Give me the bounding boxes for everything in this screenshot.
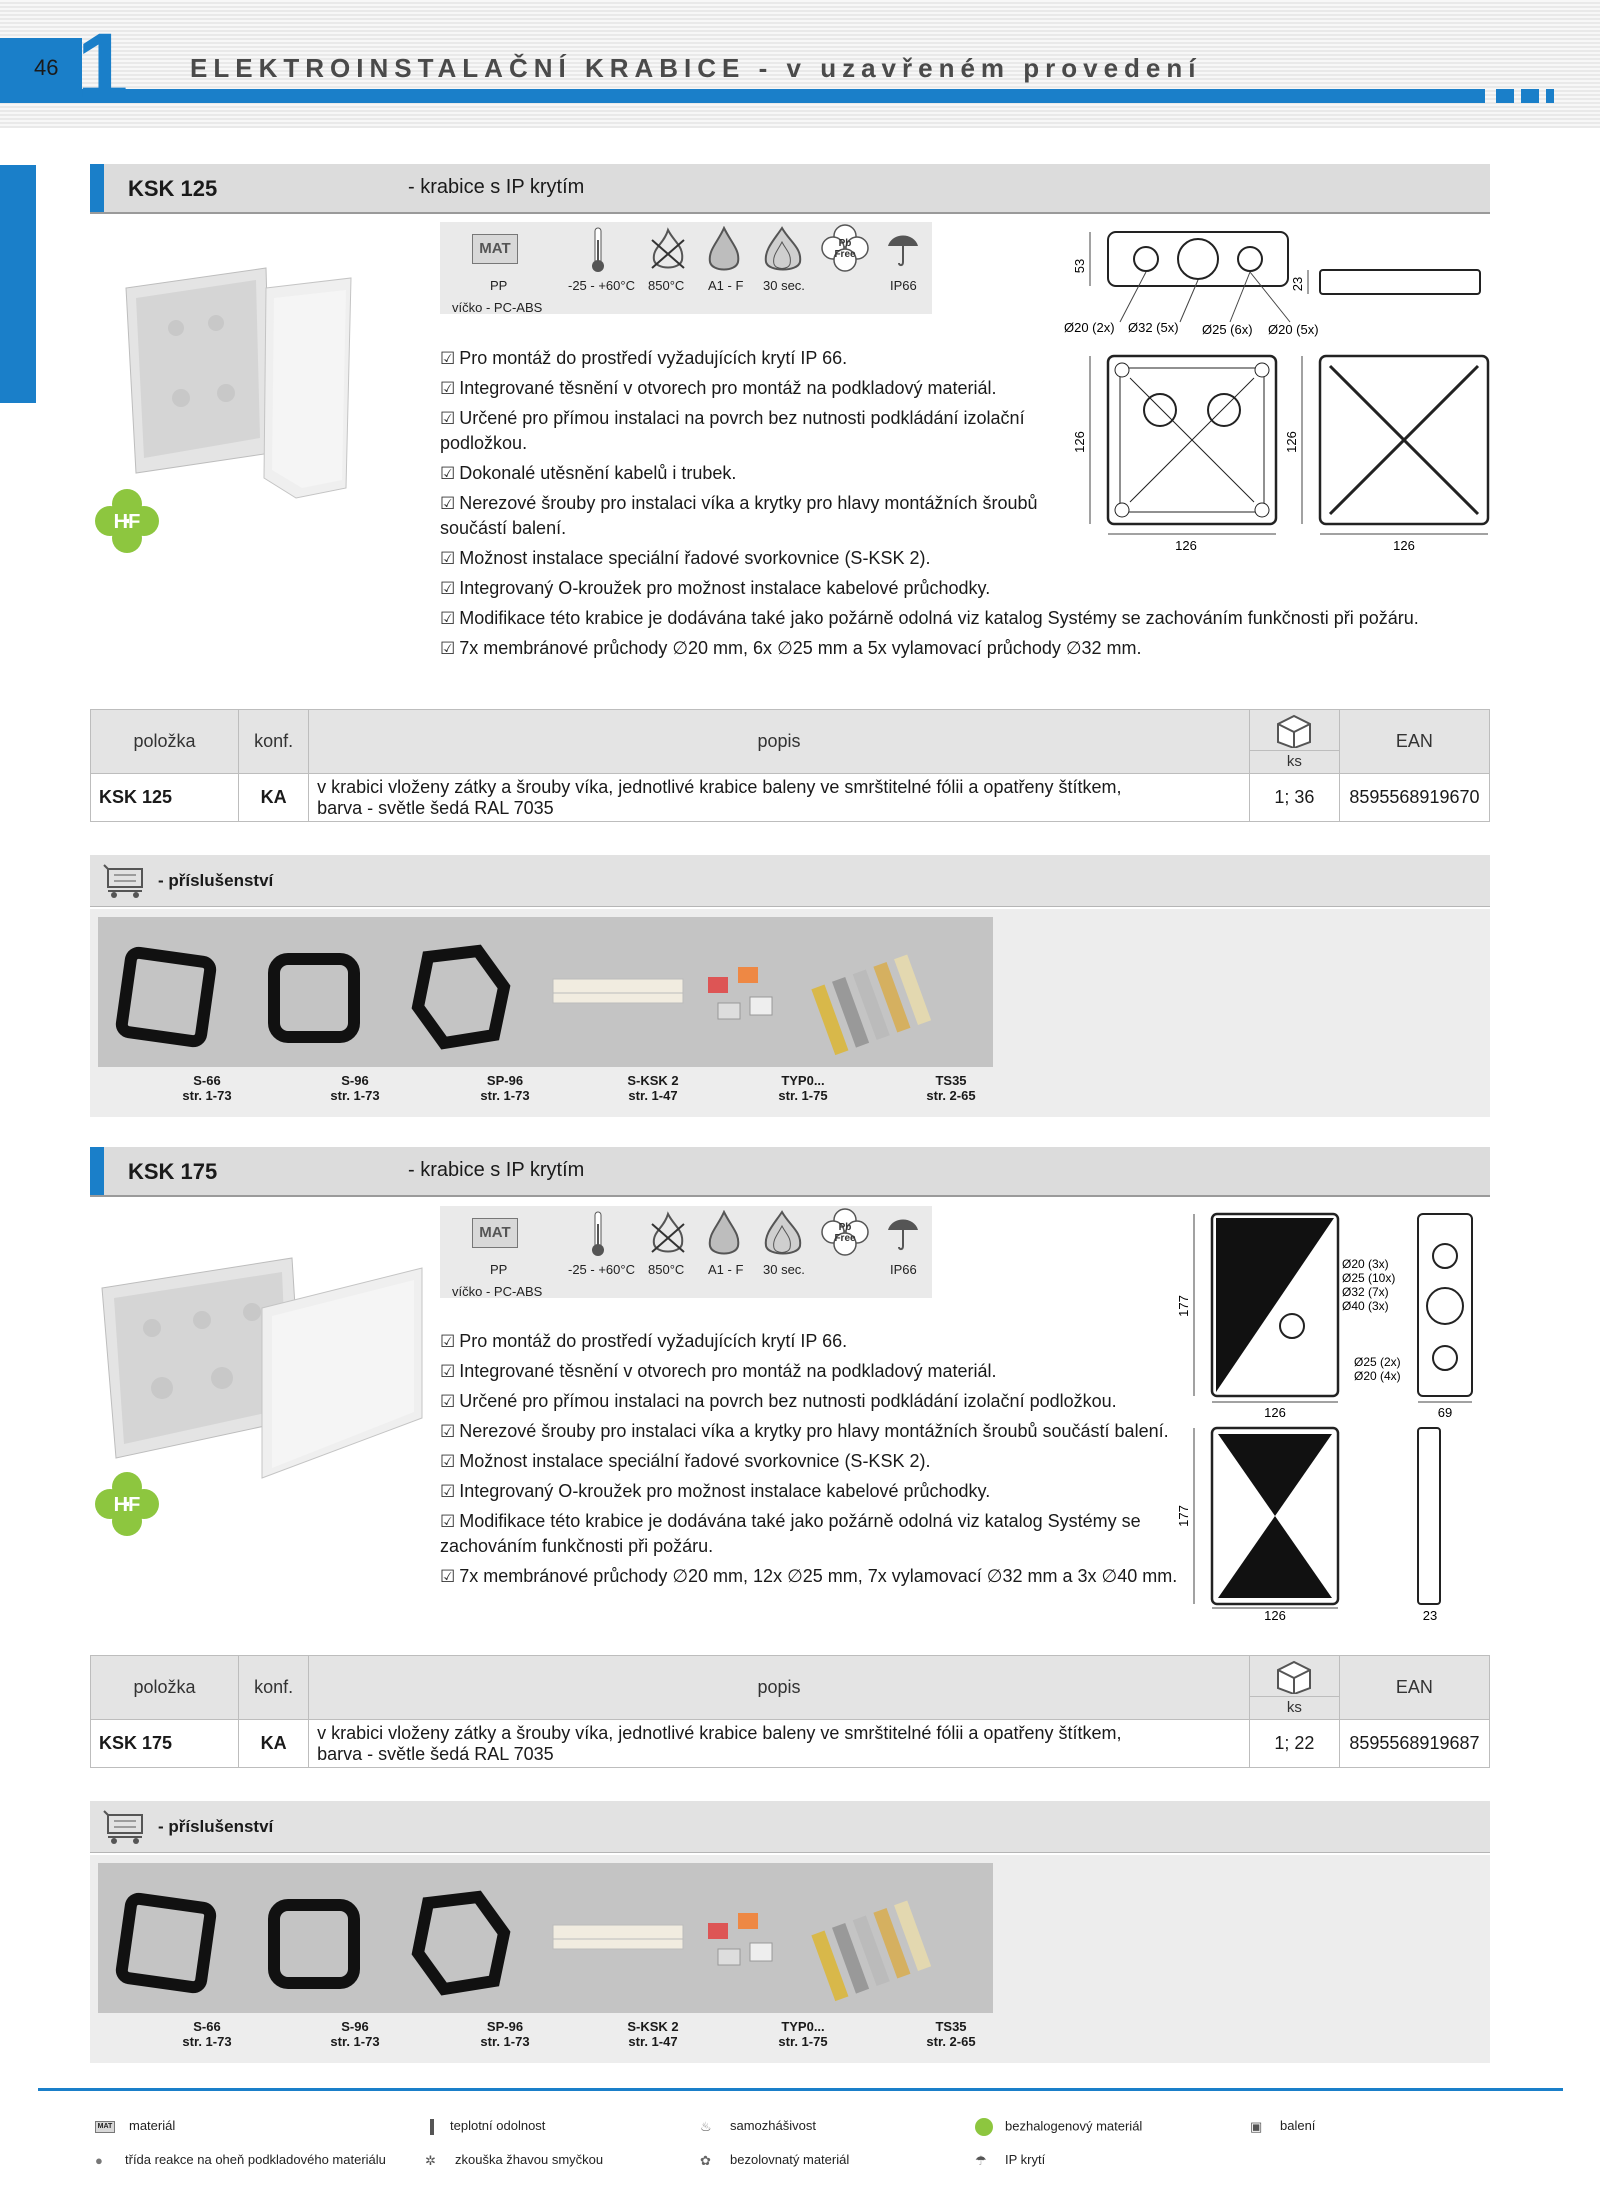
check-icon: ☑: [440, 349, 456, 368]
svg-text:Ø25 (10x): Ø25 (10x): [1342, 1271, 1396, 1285]
feature-item: ☑ Dokonalé utěsnění kabelů i trubek.: [440, 463, 737, 483]
chapter-number: 1: [77, 15, 129, 117]
product-photo-ksk125: [96, 248, 356, 510]
product-header-ksk175: [90, 1147, 1490, 1197]
check-icon: ☑: [440, 609, 456, 628]
svg-text:Ø32 (5x): Ø32 (5x): [1128, 320, 1179, 335]
pb-free-icon: ✿: [700, 2152, 711, 2168]
accessory-item: TS35 str. 2-65: [926, 1073, 976, 1103]
accessory-item: S-KSK 2 str. 1-47: [627, 1073, 679, 1103]
cart-icon: [102, 1809, 148, 1845]
feature-item: ☑ Integrované těsnění v otvorech pro montáž na podkladový materiál.: [440, 378, 997, 398]
accessory-item: TS35 str. 2-65: [926, 2019, 976, 2049]
self-extinguish-label: 30 sec.: [763, 278, 805, 293]
col-pack: ks: [1249, 710, 1339, 774]
svg-text:HF: HF: [113, 1494, 141, 1516]
svg-text:Pb: Pb: [838, 238, 852, 249]
svg-text:126: 126: [1175, 538, 1197, 552]
product-subtitle: - krabice s IP krytím: [408, 1159, 585, 1181]
svg-text:HF: HF: [113, 511, 141, 533]
thermometer-icon: [590, 1210, 606, 1258]
check-icon: ☑: [440, 1452, 456, 1471]
check-icon: ☑: [440, 494, 456, 513]
accessory-item: S-66 str. 1-73: [182, 1073, 232, 1103]
product-name: KSK 125: [128, 176, 218, 201]
svg-text:Pb: Pb: [838, 1222, 852, 1233]
svg-text:53: 53: [1072, 258, 1087, 274]
lid-material-label: víčko - PC-ABS: [452, 300, 543, 315]
accessory-item: S-KSK 2 str. 1-47: [627, 2019, 679, 2049]
check-icon: ☑: [440, 464, 456, 483]
col-description: popis: [309, 710, 1250, 774]
svg-text:Ø25 (6x): Ø25 (6x): [1202, 322, 1253, 337]
accessory-item: SP-96 str. 1-73: [480, 2019, 530, 2049]
product-subtitle: - krabice s IP krytím: [408, 176, 585, 198]
legend-item: ▣ balení: [1250, 2118, 1316, 2134]
drop-flame-icon: [704, 1210, 744, 1258]
umbrella-icon: ☂: [975, 2152, 987, 2168]
chapter-title: ELEKTROINSTALAČNÍ KRABICE - v uzavřeném provedení: [190, 53, 1202, 83]
col-pack: ks: [1249, 1656, 1339, 1720]
feature-item: ☑ Integrovaný O-kroužek pro možnost instalace kabelové průchodky.: [440, 578, 991, 598]
check-icon: ☑: [440, 1392, 456, 1411]
feature-item: ☑ Určené pro přímou instalaci na povrch bez nutnosti podkládání izolační podložkou.: [440, 408, 1025, 453]
svg-text:126: 126: [1284, 431, 1299, 453]
accessory-item: SP-96 str. 1-73: [480, 1073, 530, 1103]
feature-item: ☑ Integrovaný O-kroužek pro možnost instalace kabelové průchodky.: [440, 1481, 991, 1501]
svg-text:69: 69: [1437, 1405, 1453, 1420]
accessory-item: TYP0... str. 1-75: [778, 1073, 828, 1103]
svg-text:126: 126: [1264, 1405, 1286, 1420]
hf-icon: [975, 2118, 993, 2136]
header-squares: [1496, 89, 1554, 103]
check-icon: ☑: [440, 549, 456, 568]
footer-rule: [38, 2088, 1563, 2091]
col-ean: EAN: [1339, 710, 1489, 774]
drop-flame-icon: ●: [95, 2153, 103, 2169]
feature-item: ☑ Možnost instalace speciální řadové svorkovnice (S-KSK 2).: [440, 548, 931, 568]
thermometer-icon: [430, 2119, 434, 2135]
check-icon: ☑: [440, 1362, 456, 1381]
legend-item: ☂ IP krytí: [975, 2152, 1046, 2168]
table-row: KSK 175 KA v krabici vloženy zátky a šrouby víka, jednotlivé krabice baleny ve smrštitelné fólii a opatřeny štítkem, barva - světle šedá RAL 7035 1; 22 8595568919687: [91, 1720, 1490, 1768]
feature-item: ☑ Nerezové šrouby pro instalaci víka a krytky pro hlavy montážních šroubů součástí balení.: [440, 493, 1038, 538]
box-icon: ▣: [1250, 2118, 1263, 2134]
legend-item: ✿ bezolovnatý materiál: [700, 2152, 850, 2168]
col-ean: EAN: [1339, 1656, 1489, 1720]
feature-item: ☑ Integrované těsnění v otvorech pro montáž na podkladový materiál.: [440, 1361, 997, 1381]
feature-item: ☑ Pro montáž do prostředí vyžadujících krytí IP 66.: [440, 1331, 848, 1351]
ip-label: IP66: [890, 1262, 917, 1277]
feature-item: ☑ Pro montáž do prostředí vyžadujících krytí IP 66.: [440, 348, 848, 368]
mat-icon: MAT: [95, 2121, 115, 2133]
svg-text:177: 177: [1176, 1295, 1191, 1317]
product-name: KSK 175: [128, 1159, 218, 1184]
legend-item: bezhalogenový materiál: [975, 2118, 1142, 2136]
pb-free-icon: [821, 224, 869, 272]
mat-icon: MAT: [472, 234, 518, 264]
check-icon: ☑: [440, 1332, 456, 1351]
legend-item: MAT materiál: [95, 2118, 175, 2133]
accessory-item: S-66 str. 1-73: [182, 2019, 232, 2049]
technical-drawing-ksk175: [1172, 1206, 1490, 1622]
check-icon: ☑: [440, 1422, 456, 1441]
legend-item: ♨ samozhášivost: [700, 2118, 816, 2134]
glow-wire-label: 850°C: [648, 1262, 685, 1277]
spec-icon-strip: [440, 222, 932, 314]
svg-text:Ø20 (4x): Ø20 (4x): [1354, 1369, 1401, 1383]
flame-icon: [760, 1210, 806, 1258]
svg-text:Free: Free: [834, 1233, 856, 1244]
ip-label: IP66: [890, 278, 917, 293]
legend-item: ✲ zkouška žhavou smyčkou: [425, 2152, 604, 2168]
temperature-label: -25 - +60°C: [568, 278, 635, 293]
box-icon: [1272, 1658, 1316, 1694]
product-header-ksk125: [90, 164, 1490, 214]
accessory-item: TYP0... str. 1-75: [778, 2019, 828, 2049]
col-item: položka: [91, 1656, 239, 1720]
svg-text:126: 126: [1072, 431, 1087, 453]
feature-item: ☑ Určené pro přímou instalaci na povrch bez nutnosti podkládání izolační podložkou.: [440, 1391, 1117, 1411]
svg-text:126: 126: [1264, 1608, 1286, 1622]
check-icon: ☑: [440, 1482, 456, 1501]
svg-text:Ø20 (5x): Ø20 (5x): [1268, 322, 1319, 337]
accessories-photo: [98, 1863, 993, 2013]
feature-list-ksk175: [440, 1329, 1180, 1594]
col-config: konf.: [239, 710, 309, 774]
product-photo-ksk175: [92, 1248, 432, 1480]
svg-text:177: 177: [1176, 1505, 1191, 1527]
umbrella-icon: [886, 1212, 920, 1256]
col-config: konf.: [239, 1656, 309, 1720]
accessories-panel: [90, 909, 1490, 1117]
flame-icon: ♨: [700, 2118, 712, 2134]
lid-material-label: víčko - PC-ABS: [452, 1284, 543, 1299]
flame-class-label: A1 - F: [708, 278, 744, 293]
mat-icon: MAT: [472, 1218, 518, 1248]
svg-text:Ø20 (3x): Ø20 (3x): [1342, 1257, 1389, 1271]
glow-wire-icon: [646, 1210, 690, 1258]
glow-wire-icon: ✲: [425, 2152, 436, 2168]
svg-text:126: 126: [1393, 538, 1415, 552]
product-table-ksk125: [90, 709, 1490, 822]
feature-item: ☑ Nerezové šrouby pro instalaci víka a krytky pro hlavy montážních šroubů součástí balení.: [440, 1421, 1169, 1441]
svg-text:Ø20 (2x): Ø20 (2x): [1064, 320, 1115, 335]
material-label: PP: [490, 278, 508, 293]
hf-badge-icon: [94, 1471, 160, 1537]
check-icon: ☑: [440, 1512, 456, 1531]
glow-wire-icon: [646, 226, 690, 274]
product-table-ksk175: [90, 1655, 1490, 1768]
svg-text:23: 23: [1290, 276, 1305, 292]
svg-text:23: 23: [1422, 1608, 1438, 1622]
col-item: položka: [91, 710, 239, 774]
feature-item: ☑ Modifikace této krabice je dodávána také jako požárně odolná viz katalog Systémy se zachováním funkčnosti při požáru.: [440, 1511, 1141, 1556]
legend-item: ● třída reakce na oheň podkladového materiálu: [95, 2152, 386, 2169]
cart-icon: [102, 863, 148, 899]
temperature-label: -25 - +60°C: [568, 1262, 635, 1277]
drop-flame-icon: [704, 226, 744, 274]
accessories-header: - příslušenství: [90, 1801, 1490, 1853]
accessories-photo: [98, 917, 993, 1067]
legend-item: teplotní odolnost: [430, 2118, 545, 2135]
check-icon: ☑: [440, 579, 456, 598]
table-row: KSK 125 KA v krabici vloženy zátky a šrouby víka, jednotlivé krabice baleny ve smrštitelné fólii a opatřeny štítkem, barva - světle šedá RAL 7035 1; 36 8595568919670: [91, 774, 1490, 822]
material-label: PP: [490, 1262, 508, 1277]
self-extinguish-label: 30 sec.: [763, 1262, 805, 1277]
svg-text:Ø32 (7x): Ø32 (7x): [1342, 1285, 1389, 1299]
pb-free-icon: [821, 1208, 869, 1256]
check-icon: ☑: [440, 379, 456, 398]
check-icon: ☑: [440, 1567, 456, 1586]
feature-item: ☑ Modifikace této krabice je dodávána také jako požárně odolná viz katalog Systémy se zachováním funkčnosti při požáru.: [440, 608, 1419, 628]
feature-item: ☑ Možnost instalace speciální řadové svorkovnice (S-KSK 2).: [440, 1451, 931, 1471]
feature-item: ☑ 7x membránové průchody ∅20 mm, 12x ∅25 mm, 7x vylamovací ∅32 mm a 3x ∅40 mm.: [440, 1566, 1178, 1586]
hf-badge-icon: [94, 488, 160, 554]
feature-list-ksk125: [440, 346, 1520, 666]
chapter-tab: [0, 165, 36, 403]
thermometer-icon: [590, 226, 606, 274]
glow-wire-label: 850°C: [648, 278, 685, 293]
accessories-header: - příslušenství: [90, 855, 1490, 907]
flame-icon: [760, 226, 806, 274]
page-number: 46: [34, 55, 59, 80]
svg-text:Ø40 (3x): Ø40 (3x): [1342, 1299, 1389, 1313]
accessory-item: S-96 str. 1-73: [330, 1073, 380, 1103]
check-icon: ☑: [440, 639, 456, 658]
flame-class-label: A1 - F: [708, 1262, 744, 1277]
check-icon: ☑: [440, 409, 456, 428]
umbrella-icon: [886, 228, 920, 272]
header-rule: [0, 89, 1485, 103]
col-description: popis: [309, 1656, 1250, 1720]
spec-icon-strip: [440, 1206, 932, 1298]
box-icon: [1272, 712, 1316, 748]
svg-text:Free: Free: [834, 249, 856, 260]
accessory-item: S-96 str. 1-73: [330, 2019, 380, 2049]
accessories-panel: [90, 1855, 1490, 2063]
svg-text:Ø25 (2x): Ø25 (2x): [1354, 1355, 1401, 1369]
feature-item: ☑ 7x membránové průchody ∅20 mm, 6x ∅25 mm a 5x vylamovací průchody ∅32 mm.: [440, 638, 1142, 658]
